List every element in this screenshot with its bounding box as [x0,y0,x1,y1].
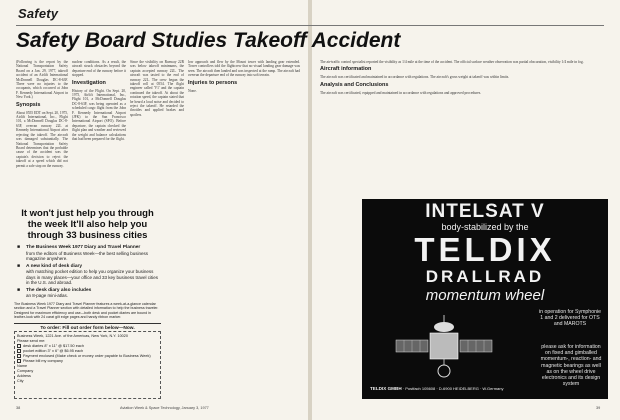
ad-body-text: The Business Week 1977 Diary and Travel Planner features a week-at-a-glance calendar section and a Travel Planner section with detailed information to help the business traveler. Designed for maximum efficiency and use—both desk and pocket diaries are bound in leather-look with 24 carat gilt edge pages and handy ribbon marker. [14,301,159,319]
page-number-right: 39 [596,406,601,410]
synopsis-text: About 0555 EDT on Sept. 20, 1975, Airlift International, Inc., Flight 101, a McDonnell Douglas DC-8-63F, overran runway 22L at Kennedy International Airport after rejecting the takeoff. The aircraft was damaged substantially. The National Transportation Safety Board determines that the probable cause of the accident was the captain's decision to reject the takeoff at a speed which did not permit a safe stop on the runway. [16,110,68,168]
col4-text-2: None. [188,88,197,93]
coupon-name-field[interactable]: Name [17,364,28,368]
ad-bullet-title: ■ The Business Week 1977 Diary and Travel Planner [26,245,141,250]
article-column-2 [72,60,126,205]
col5-text: The air-traffic control specialist reported the visibility as 1/4 mile at the time of the accident. The official surface weather observation was partial obscuration, visibility 1/4 mile in fog. [320,60,584,64]
synopsis-heading: Synopsis [16,101,41,108]
ad-bullet [26,264,161,286]
ad-bullet [26,245,161,262]
col4-text: low approach and flew by the Mount tower with landing gear extended. Tower controllers told the flightcrew that no visual landing gear damage was seen. The aircraft then landed and was inspected at the ramp. The aircraft had overrun the departure end of the runway into soft terrain. [188,60,300,78]
article-column-5 [320,60,604,196]
article-column-1 [16,60,68,205]
section-tag: Safety [18,6,59,21]
ad-bullet-title: ■ The desk diary also includes [26,287,92,293]
ad-bullet-title: ■ A new kind of desk diary [26,263,83,269]
ad-side-text: in operation for Symphonie 1 and 2 delivered for OTS and MAROTS [539,309,601,328]
ad-subtitle: body-stabilized by the [441,222,529,232]
header-rule [16,25,604,26]
page-number-left: 38 [16,406,21,410]
ad-bullet-body: with matching pocket edition to help you organize your business days in many places—your office and 33 key business travel cities in the U.S. and abroad. [26,269,158,285]
checkbox-icon[interactable] [17,349,21,353]
footer-address: Postfach 105608 · D-6900 HEIDELBERG · W.Germany [405,386,504,391]
coupon-address: Business Week, 1221 Ave. of the Americas, New York, N.Y. 10020 [17,334,129,338]
brand-logo: TELDIX [414,231,556,268]
article-column-4 [188,60,300,400]
ad-headline: It won't just help you through the week It'll also help you through 33 business cities [21,208,154,241]
order-coupon[interactable] [14,331,161,399]
coupon-city-field[interactable]: City [17,379,24,383]
checkbox-icon[interactable] [17,344,21,348]
col5-text-3: The aircraft was certificated, equipped and maintained in accordance with regulations and approved procedures. [320,90,482,95]
ad-bullet [26,288,161,299]
analysis-heading: Analysis and Conclusions [320,81,389,88]
ad-side-text-2: please ask for information on fixed and gimballed momentum-, reaction- and magnetic bearings as well as on the wheel drive electronics and its design system [540,344,602,388]
product-tagline: momentum wheel [425,287,545,304]
col3-text: Since the visibility on Runway 22R was below takeoff minimums, the captain accepted runway 22L. The aircraft was taxied to the end of runway 22L. The crew began the takeoff roll at 0554. The flight engineer called 'V1' and the captain continued the takeoff. At about the rotation speed, the captain stated that he heard a loud noise and decided to reject the takeoff. He retarded the throttles and applied brakes and spoilers. [130,60,184,117]
checkbox-icon[interactable] [17,359,21,363]
ad-bullet-list [14,245,161,299]
col2-text-2: History of the Flight. On Sept. 20, 1975, Airlift International, Inc., Flight 101, a McDonnell Douglas DC-8-63F, was being operated as a scheduled cargo flight from the John F. Kennedy International Airport (JFK) to the San Francisco International Airport (SFO). Before departure, the captain checked the flight plan and weather and reviewed the weight and balance calculations that had been prepared for the flight. [72,88,126,142]
checkbox-icon[interactable] [17,354,21,358]
coupon-company-field[interactable]: Company [17,369,34,373]
satellite-illustration-icon [394,311,494,381]
page-title: Safety Board Studies Takeoff Accident [16,29,401,52]
ad-bullet-body: an 8-page mini-atlas. [26,293,69,298]
coupon-option[interactable]: Please bill my company [17,359,158,364]
ad-bullet-body: from the editors of Business Week—the best selling business magazine anywhere. [26,250,148,261]
intro-text: (Following is the report by the National Transportation Safety Board on a Jan. 29, 1977, takeoff accident of an Airlift International McDonnell Douglas DC-8-63F. There were no injuries to the occupants, which occurred at John F. Kennedy International Airport in New York.) [16,60,68,100]
coupon-option[interactable]: pocket edition 3" x 6" @ $6.95 each [17,349,158,354]
coupon-option[interactable]: Payment enclosed (Make check or money order payable to Business Week) [17,354,158,359]
folio-title: Aviation Week & Space Technology, January 3, 1977 [120,406,209,410]
col2-text: nuclear conditions. As a result, the aircraft struck obstacles beyond the departure end of the runway before it stopped. [72,60,126,78]
investigation-heading: Investigation [72,79,106,86]
ad-cta: To order: Fill out order form below—Now. [14,323,161,332]
injuries-heading: Injuries to persons [188,79,238,86]
product-name: DRALLRAD [425,267,545,286]
aircraft-info-heading: Aircraft information [320,66,372,73]
col5-text-2: The aircraft was certificated and maintained in accordance with regulations. The aircraft's gross weight at takeoff was within limits. [320,75,510,80]
ad-title: INTELSAT V [425,201,545,222]
coupon-address-field[interactable]: Address [17,374,31,378]
coupon-option[interactable]: desk diaries 8" x 11" @ $17.50 each [17,344,158,349]
footer-brand: TELDIX GMBH [370,386,402,391]
coupon-intro: Please send me: [17,339,46,343]
teldix-advertisement [362,199,608,399]
ad-footer: TELDIX GMBH · Postfach 105608 · D-6900 HEIDELBERG · W.Germany [370,386,504,391]
